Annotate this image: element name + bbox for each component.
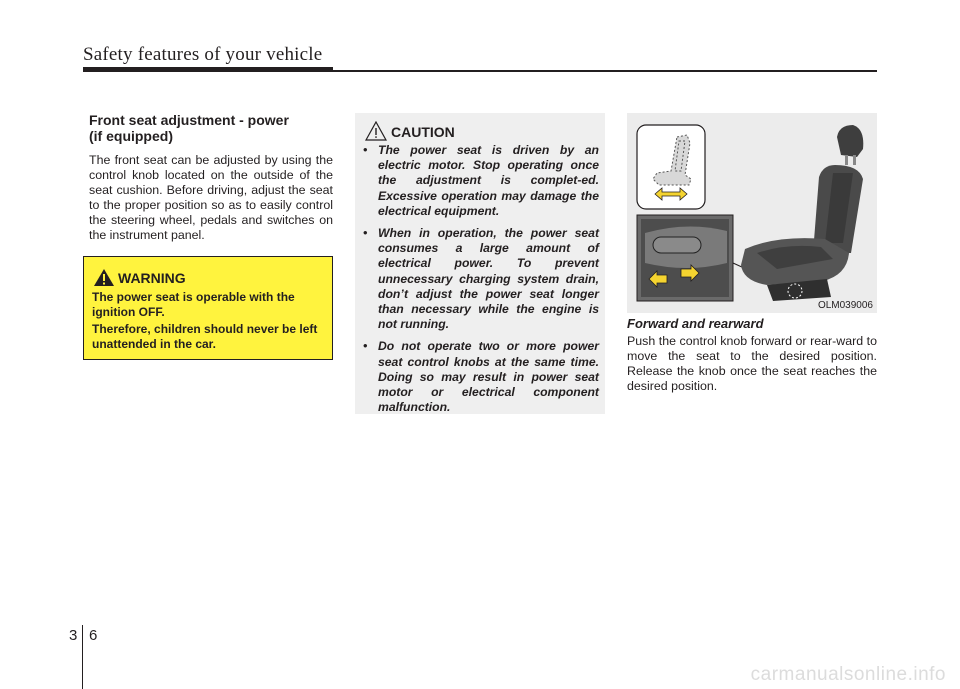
section-heading-line1: Front seat adjustment - power xyxy=(89,112,289,128)
caution-item xyxy=(363,226,599,332)
bullet-icon: • xyxy=(363,339,368,354)
page-chapter: 3 xyxy=(69,627,78,644)
warning-line-2: Therefore, children should never be left unattended in the car. xyxy=(92,322,318,351)
caution-title: CAUTION xyxy=(391,124,455,140)
caution-box xyxy=(355,113,605,414)
caution-item-text: Do not operate two or more power seat control knobs at the same time. Doing so may result in power seat motor or electrical component malfunction. xyxy=(378,339,599,415)
bullet-icon: • xyxy=(363,226,368,241)
warning-title: WARNING xyxy=(118,270,186,286)
seat-illustration xyxy=(627,113,877,313)
image-code: OLM039006 xyxy=(817,300,873,311)
header-rule-thin xyxy=(333,70,877,72)
caution-item-text: When in operation, the power seat consumes a large amount of electrical power. To prevent unnecessary charging system drain, don’t adjust the power seat longer than necessary while the engine is not running. xyxy=(378,226,599,332)
watermark: carmanualsonline.info xyxy=(750,664,946,685)
caution-item xyxy=(363,143,599,219)
intro-paragraph: The front seat can be adjusted by using the control knob located on the outside of the seat cushion. Before driving, adjust the seat to the proper position so as to easily control the steering wheel, pedals and switches on the instrument panel. xyxy=(89,153,333,242)
warning-line-1: The power seat is operable with the ignition OFF. xyxy=(92,290,295,319)
warning-triangle-icon xyxy=(93,268,115,292)
page-number: 6 xyxy=(89,627,98,644)
caution-list xyxy=(363,143,599,422)
seat-figure xyxy=(627,113,877,313)
caution-item xyxy=(363,339,599,415)
caution-item-text: The power seat is driven by an electric motor. Stop operating once the adjustment is complet-ed. Excessive operation may damage the electrical equipment. xyxy=(378,143,599,218)
page-divider xyxy=(82,625,83,689)
warning-box xyxy=(83,256,333,360)
bullet-icon: • xyxy=(363,143,368,157)
header-title: Safety features of your vehicle xyxy=(83,44,323,65)
section-heading-line2: (if equipped) xyxy=(89,128,173,144)
seat-control-knob-icon xyxy=(637,215,733,301)
forward-paragraph: Push the control knob forward or rear-ward to move the seat to the desired position. Release the knob once the seat reaches the desired position. xyxy=(627,334,877,393)
forward-heading: Forward and rearward xyxy=(627,316,764,331)
section-heading xyxy=(89,112,329,144)
header-rule-thick xyxy=(83,67,333,72)
car-seat-icon xyxy=(741,125,863,301)
